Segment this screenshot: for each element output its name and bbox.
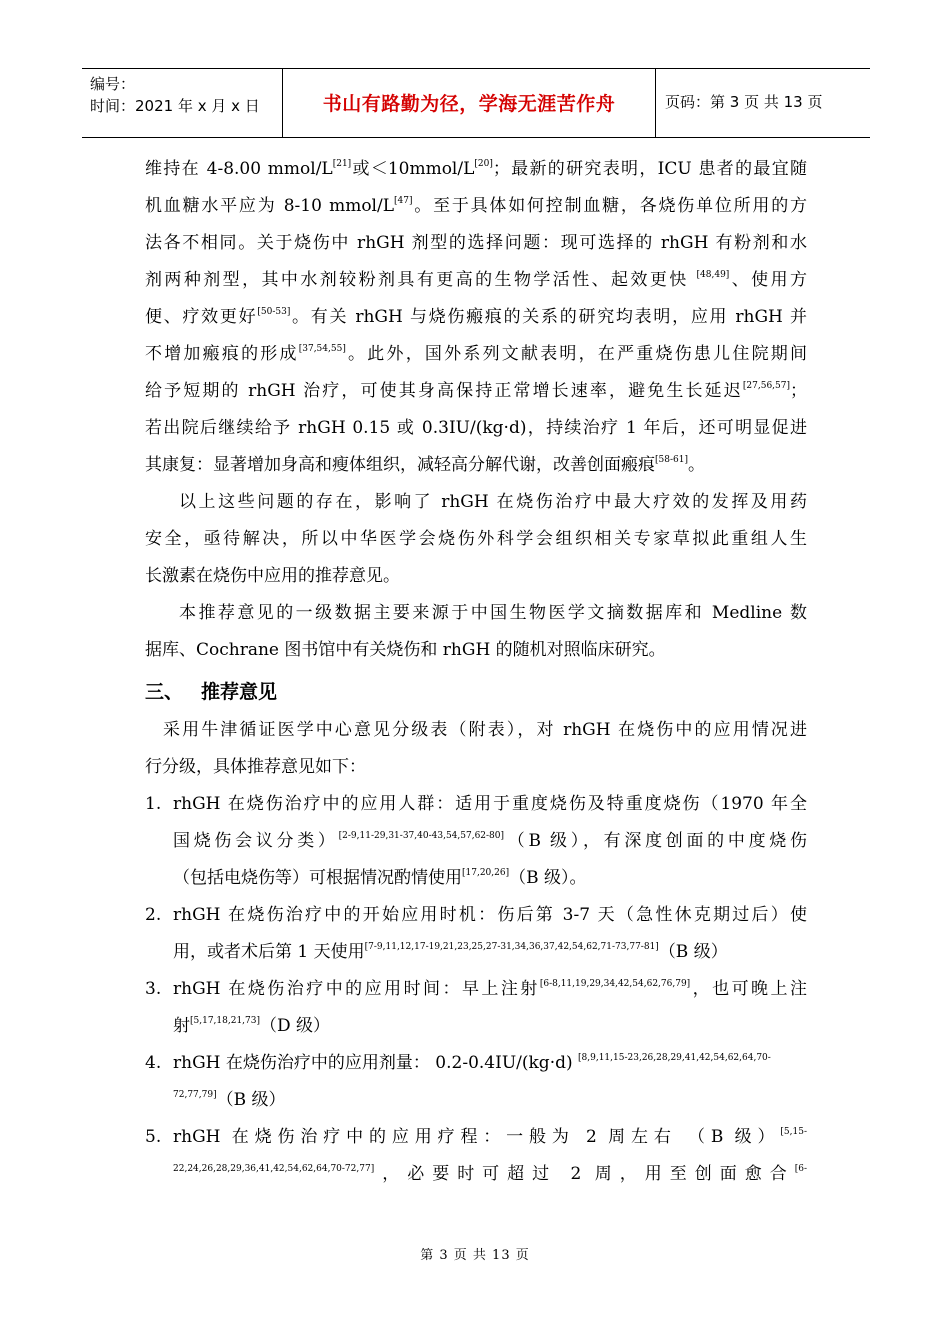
list-item [145,1119,807,1193]
text-line: 本推荐意见的一级数据主要来源于中国生物医学文摘数据库和 Medline 数 [179,603,807,623]
text-line: 维持在 4-8.00 mmol/L[21]或＜10mmol/L[20]；最新的研究表明，ICU 患者的最宜随 [145,159,807,179]
text-line: 法各不相同。关于烧伤中 rhGH 剂型的选择问题：现可选择的 rhGH 有粉剂和水 [145,233,807,253]
text-line: $^{72,77,79]}$（B 级） [173,1090,286,1110]
section-heading [145,672,807,712]
text-line: 以上这些问题的存在，影响了 rhGH 在烧伤治疗中最大疗效的发挥及用药 [179,492,807,512]
text-line: 国烧伤会议分类）[2-9,11-29,31-37,40-43,54,57,62-80]（B 级），有深度创面的中度烧伤 [173,831,807,851]
page-footer: 第 3 页 共 13 页 [420,1248,530,1263]
intro-paragraph [145,712,807,786]
text-line: 用，或者术后第 1 天使用[7-9,11,12,17-19,21,23,25,27-31,34,36,37,42,54,62,71-73,77-81]（B 级） [173,942,728,962]
text-line: 据库、Cochrane 图书馆中有关烧伤和 rhGH 的随机对照临床研究。 [145,640,666,660]
text-line: rhGH 在烧伤治疗中的应用疗程：一般为 2 周左右 （B 级）$^{[5,15-}$ [173,1127,807,1147]
list-item [145,786,807,897]
text-line: rhGH 在烧伤治疗中的应用人群：适用于重度烧伤及特重度烧伤（1970 年全 [173,794,807,814]
text-line: 剂两种剂型，其中水剂较粉剂具有更高的生物学活性、起效更快 [48,49]、使用方 [145,270,807,290]
text-line: 不增加瘢痕的形成[37,54,55]。此外，国外系列文献表明，在严重烧伤患儿住院期间 [145,344,807,364]
text-line: 采用牛津循证医学中心意见分级表（附表），对 rhGH 在烧伤中的应用情况进 [163,720,807,740]
list-number: 3. [145,979,162,999]
text-line: rhGH 在烧伤治疗中的应用剂量： 0.2-0.4IU/(kg·d) $^{[8,9,11,15-23,26,28,29,41,42,54,62,64,70-}$ [173,1053,771,1073]
text-line: 其康复：显著增加身高和瘦体组织，减轻高分解代谢，改善创面瘢痕[58-61]。 [145,455,705,475]
header-page-number: 页码：第 3 页 共 13 页 [665,93,823,111]
header-meta [90,73,260,117]
paragraph [145,595,807,669]
section-title: 推荐意见 [201,681,278,703]
paragraph [145,484,807,595]
document-body [145,151,807,1193]
paragraph [145,151,807,484]
text-line: $^{22,24,26,28,29,36,41,42,54,62,64,70-72,77]}$，必要时可超过 2 周，用至创面愈合$^{[6-}$ [173,1164,807,1184]
text-line: （包括电烧伤等）可根据情况酌情使用[17,20,26]（B 级）。 [173,868,587,888]
list-item [145,971,807,1045]
list-item [145,1045,807,1119]
text-line: 长激素在烧伤中应用的推荐意见。 [145,566,400,586]
text-line: 射[5,17,18,21,73]（D 级） [173,1016,331,1036]
header-number: 编号： [90,75,136,93]
page-header [82,68,870,138]
text-line: rhGH 在烧伤治疗中的开始应用时机：伤后第 3-7 天（急性休克期过后）使 [173,905,807,925]
text-line: rhGH 在烧伤治疗中的应用时间：早上注射[6-8,11,19,29,34,42,54,62,76,79]，也可晚上注 [173,979,807,999]
list-number: 5. [145,1127,162,1147]
text-line: 机血糖水平应为 8-10 mmol/L[47]。至于具体如何控制血糖，各烧伤单位所用的方 [145,196,807,216]
text-line: 安全，亟待解决，所以中华医学会烧伤外科学会组织相关专家草拟此重组人生 [145,529,807,549]
text-line: 便、疗效更好[50-53]。有关 rhGH 与烧伤瘢痕的关系的研究均表明，应用 rhGH 并 [145,307,807,327]
header-motto: 书山有路勤为径，学海无涯苦作舟 [322,93,616,115]
header-divider [655,69,656,137]
list-number: 2. [145,905,162,925]
recommendation-list [145,786,807,1193]
list-number: 1. [145,794,162,814]
section-number: 三、 [145,681,184,703]
text-line: 给予短期的 rhGH 治疗，可使其身高保持正常增长速率，避免生长延迟[27,56,57]； [145,381,807,401]
text-line: 行分级，具体推荐意见如下： [145,757,366,777]
header-time: 时间：2021 年 x 月 x 日 [90,97,260,115]
list-item [145,897,807,971]
list-number: 4. [145,1053,162,1073]
text-line: 若出院后继续给予 rhGH 0.15 或 0.3IU/(kg·d)，持续治疗 1 年后，还可明显促进 [145,418,807,438]
